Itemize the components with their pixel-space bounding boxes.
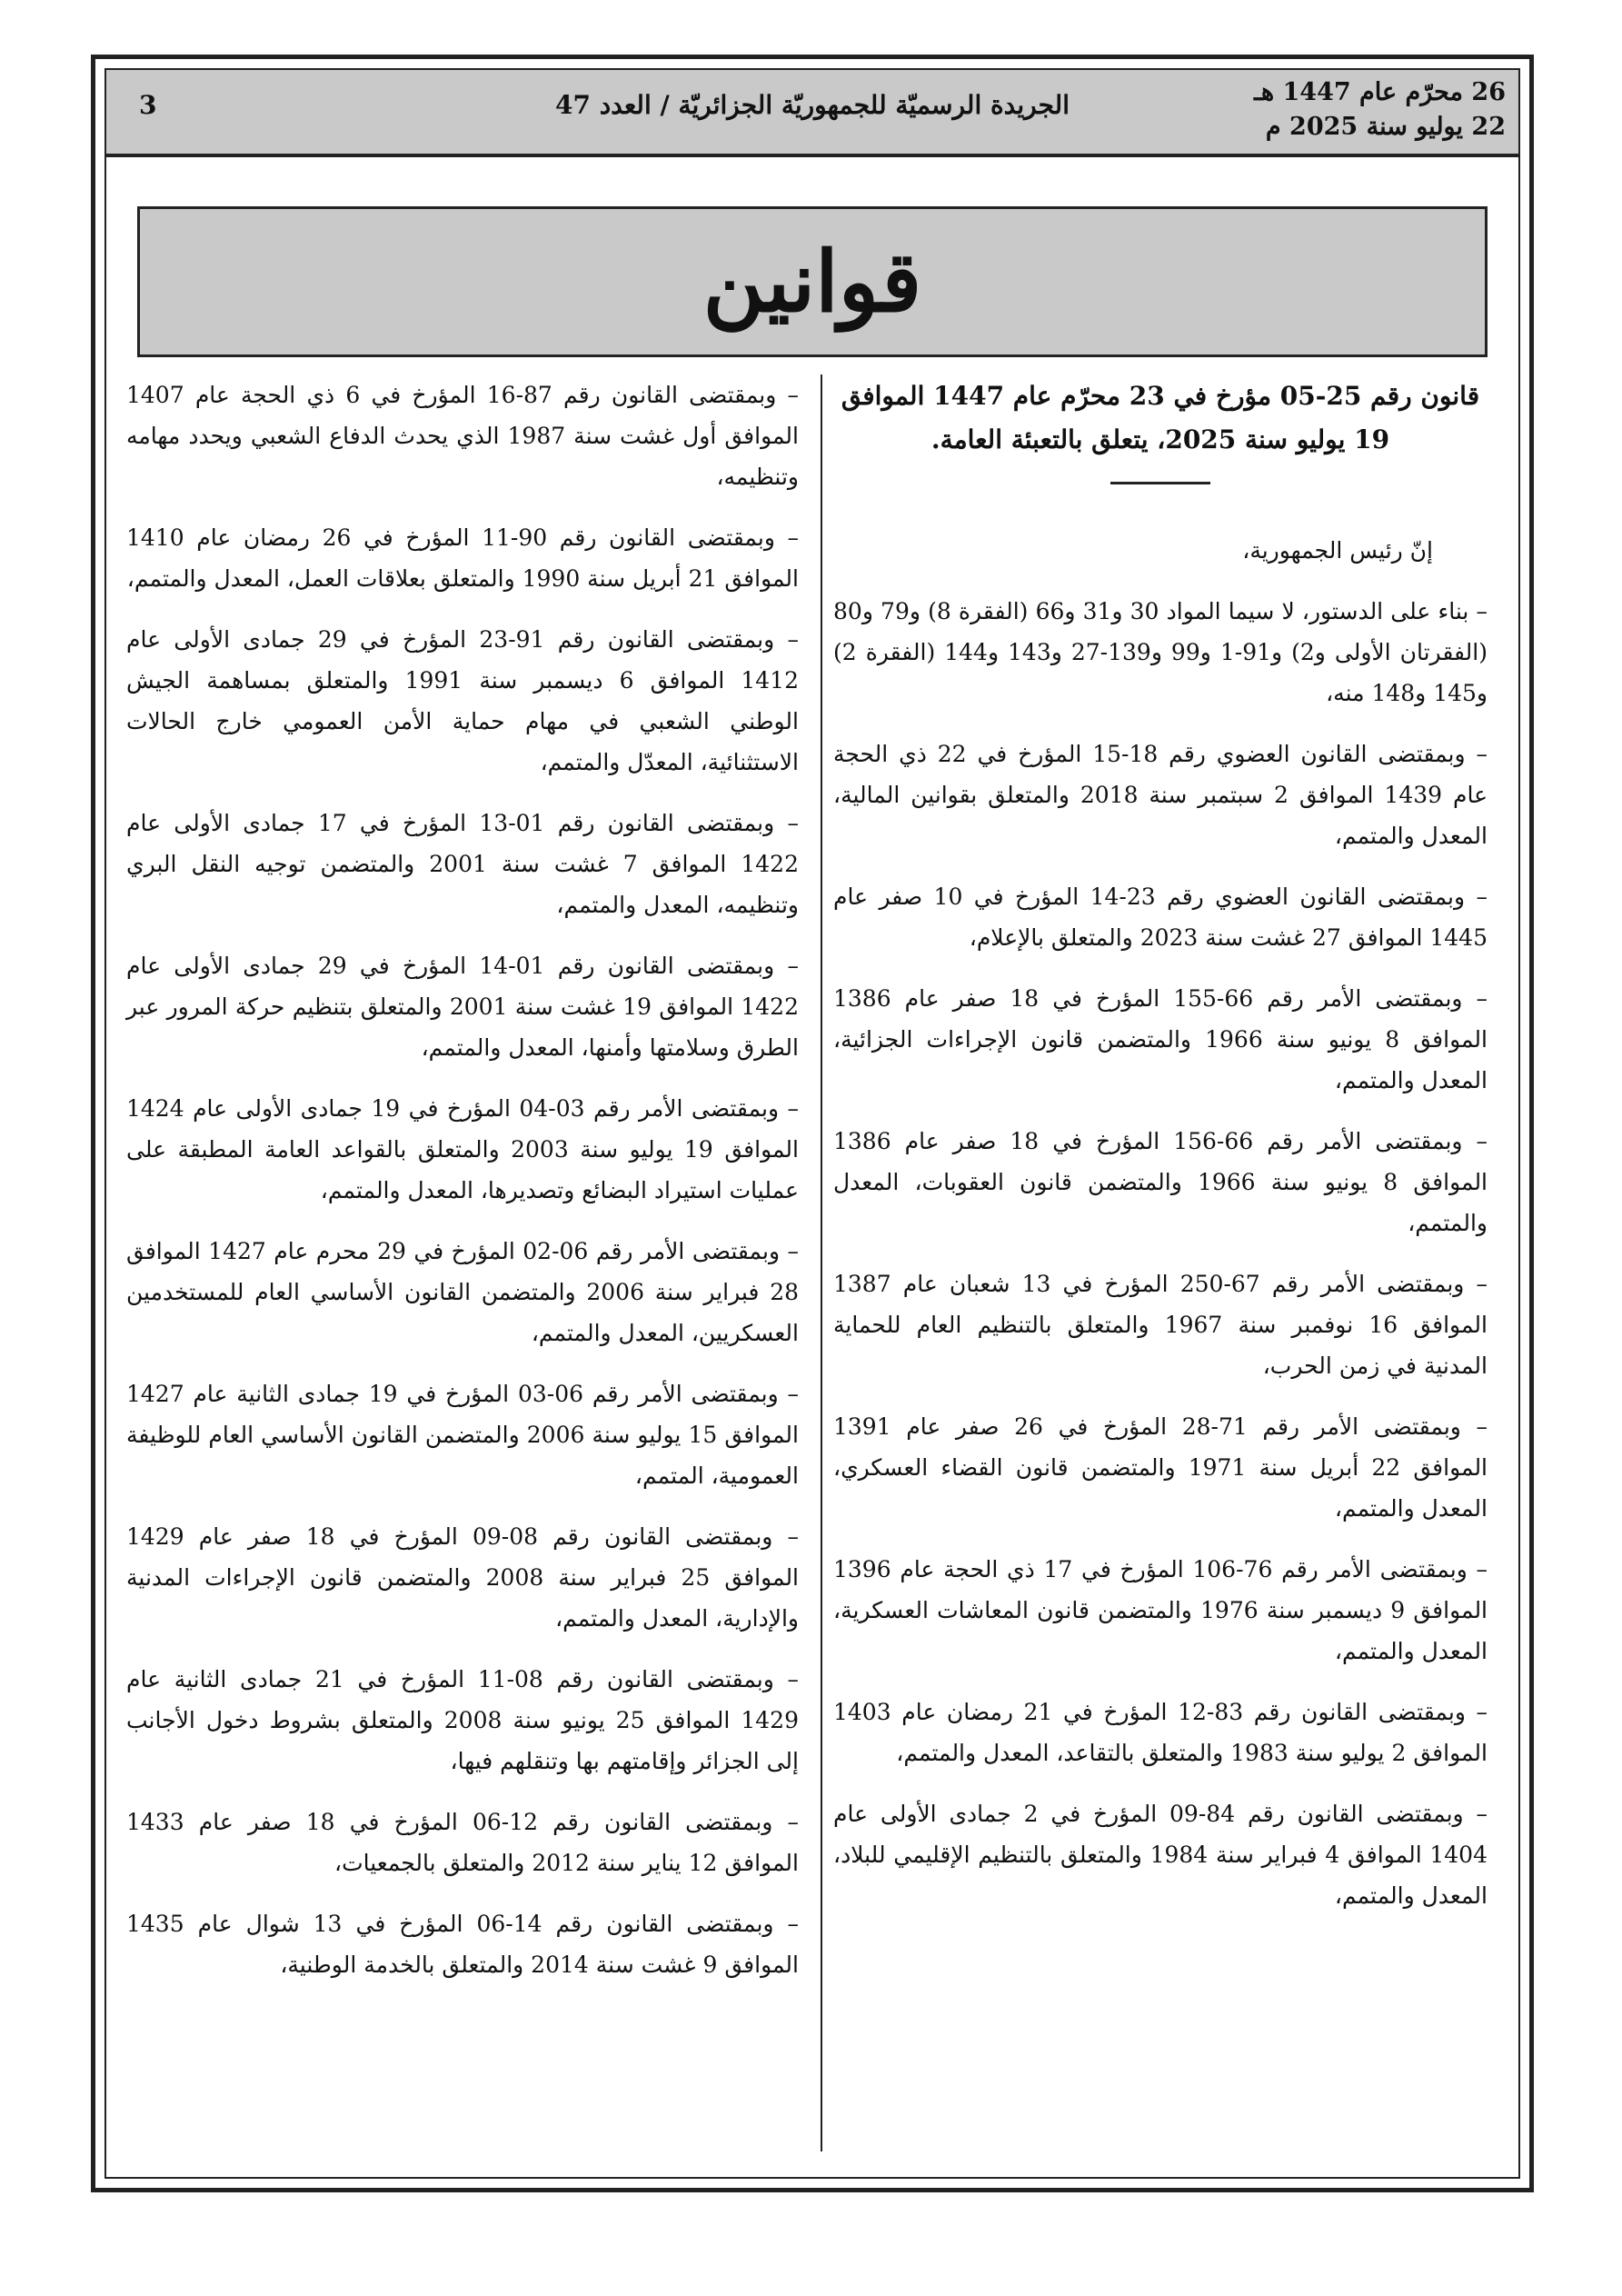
left-column xyxy=(126,374,799,2005)
hijri-date: 26 محرّم عام 1447 هـ xyxy=(1253,78,1506,106)
legal-reference-paragraph: – وبمقتضى القانون رقم 90-11 المؤرخ في 26 رمضان عام 1410 الموافق 21 أبريل سنة 1990 والمتعلق بعلاقات العمل، المعدل والمتمم، xyxy=(126,524,799,592)
legal-reference-paragraph: – وبمقتضى القانون رقم 01-14 المؤرخ في 29 جمادى الأولى عام 1422 الموافق 19 غشت سنة 2001 والمتعلق بتنظيم حركة المرور عبر الطرق وسلامتها وأمنها، المعدل والمتمم، xyxy=(126,953,799,1061)
legal-reference-paragraph: – وبمقتضى القانون رقم 08-09 المؤرخ في 18 صفر عام 1429 الموافق 25 فبراير سنة 2008 والمتضمن قانون الإجراءات المدنية والإدارية، المعدل والمتمم، xyxy=(126,1523,800,1632)
legal-reference-paragraph: – وبمقتضى القانون رقم 87-16 المؤرخ في 6 ذي الحجة عام 1407 الموافق أول غشت سنة 1987 الذي يحدث الدفاع الشعبي ويحدد مهامه وتنظيمه، xyxy=(126,382,800,490)
legal-reference-paragraph: – وبمقتضى القانون العضوي رقم 18-15 المؤرخ في 22 ذي الحجة عام 1439 الموافق 2 سبتمبر سنة 2018 والمتعلق بقوانين المالية، المعدل والمتمم، xyxy=(833,741,1488,849)
legal-reference-paragraph: – وبمقتضى الأمر رقم 67-250 المؤرخ في 13 شعبان عام 1387 الموافق 16 نوفمبر سنة 1967 والمتعلق بالتنظيم العام للحماية المدنية في زمن الحرب، xyxy=(833,1271,1488,1379)
legal-reference-paragraph: – وبمقتضى القانون العضوي رقم 23-14 المؤرخ في 10 صفر عام 1445 الموافق 27 غشت سنة 2023 والمتعلق بالإعلام، xyxy=(833,883,1488,951)
legal-reference-paragraph: – وبمقتضى القانون رقم 91-23 المؤرخ في 29 جمادى الأولى عام 1412 الموافق 6 ديسمبر سنة 1991 والمتعلق بمساهمة الجيش الوطني الشعبي في مهام حماية الأمن العمومي خارج الحالات الاستثنائية، المعدّل والمتمم، xyxy=(126,626,799,775)
legal-reference-paragraph: – وبمقتضى القانون رقم 83-12 المؤرخ في 21 رمضان عام 1403 الموافق 2 يوليو سنة 1983 والمتعلق بالتقاعد، المعدل والمتمم، xyxy=(833,1699,1488,1766)
legal-reference-paragraph: – وبمقتضى الأمر رقم 66-155 المؤرخ في 18 صفر عام 1386 الموافق 8 يونيو سنة 1966 والمتضمن قانون الإجراءات الجزائية، المعدل والمتمم، xyxy=(833,985,1488,1093)
legal-reference-paragraph: – وبمقتضى الأمر رقم 76-106 المؤرخ في 17 ذي الحجة عام 1396 الموافق 9 ديسمبر سنة 1976 والمتضمن قانون المعاشات العسكرية، المعدل والمتمم، xyxy=(833,1556,1488,1664)
section-title-box xyxy=(137,206,1488,357)
legal-reference-paragraph: – بناء على الدستور، لا سيما المواد 30 و31 و66 (الفقرة 8) و79 و80 (الفقرتان الأولى و2) و91-1 و99 و139-27 و143 و144 (الفقرة 2) و145 و148 منه، xyxy=(833,598,1488,706)
legal-reference-paragraph: – وبمقتضى الأمر رقم 06-02 المؤرخ في 29 محرم عام 1427 الموافق 28 فبراير سنة 2006 والمتضمن القانون الأساسي العام للمستخدمين العسكريين، المعدل والمتمم، xyxy=(126,1238,800,1346)
opening-line: إنّ رئيس الجمهورية، xyxy=(1242,537,1433,564)
column-divider xyxy=(821,374,822,2151)
journal-title: الجريدة الرسميّة للجمهوريّة الجزائريّة / العدد 47 xyxy=(555,90,1070,120)
page-inner-border xyxy=(104,68,1520,2179)
legal-reference-paragraph: – وبمقتضى الأمر رقم 03-04 المؤرخ في 19 جمادى الأولى عام 1424 الموافق 19 يوليو سنة 2003 والمتعلق بالقواعد العامة المطبقة على عمليات استيراد البضائع وتصديرها، المعدل والمتمم، xyxy=(126,1095,799,1203)
legal-reference-paragraph: – وبمقتضى الأمر رقم 71-28 المؤرخ في 26 صفر عام 1391 الموافق 22 أبريل سنة 1971 والمتضمن قانون القضاء العسكري، المعدل والمتمم، xyxy=(833,1413,1488,1522)
legal-reference-paragraph: – وبمقتضى القانون رقم 14-06 المؤرخ في 13 شوال عام 1435 الموافق 9 غشت سنة 2014 والمتعلق بالخدمة الوطنية، xyxy=(126,1911,799,1978)
legal-reference-paragraph: – وبمقتضى القانون رقم 12-06 المؤرخ في 18 صفر عام 1433 الموافق 12 يناير سنة 2012 والمتعلق بالجمعيات، xyxy=(126,1809,800,1876)
legal-reference-paragraph: – وبمقتضى القانون رقم 08-11 المؤرخ في 21 جمادى الثانية عام 1429 الموافق 25 يونيو سنة 2008 والمتعلق بشروط دخول الأجانب إلى الجزائر وإقامتهم بها وتنقلهم فيها، xyxy=(126,1666,799,1774)
title-rule xyxy=(1110,482,1210,484)
legal-reference-paragraph: – وبمقتضى القانون رقم 84-09 المؤرخ في 2 جمادى الأولى عام 1404 الموافق 4 فبراير سنة 1984 والمتعلق بالتنظيم الإقليمي للبلاد، المعدل والمتمم، xyxy=(833,1801,1488,1909)
gregorian-date: 22 يوليو سنة 2025 م xyxy=(1265,113,1506,141)
legal-reference-paragraph: – وبمقتضى الأمر رقم 66-156 المؤرخ في 18 صفر عام 1386 الموافق 8 يونيو سنة 1966 والمتضمن قانون العقوبات، المعدل والمتمم، xyxy=(833,1128,1488,1236)
right-column xyxy=(833,374,1488,1936)
law-title: قانون رقم 25-05 مؤرخ في 23 محرّم عام 1447 الموافق 19 يوليو سنة 2025، يتعلق بالتعبئة العامة. xyxy=(841,381,1480,454)
section-title: قوانين xyxy=(702,233,922,331)
page-number: 3 xyxy=(139,90,157,120)
running-header xyxy=(106,70,1518,157)
legal-reference-paragraph: – وبمقتضى القانون رقم 01-13 المؤرخ في 17 جمادى الأولى عام 1422 الموافق 7 غشت سنة 2001 والمتضمن توجيه النقل البري وتنظيمه، المعدل والمتمم، xyxy=(126,810,799,918)
page-frame xyxy=(91,55,1534,2192)
legal-reference-paragraph: – وبمقتضى الأمر رقم 06-03 المؤرخ في 19 جمادى الثانية عام 1427 الموافق 15 يوليو سنة 2006 والمتضمن القانون الأساسي العام للوظيفة العمومية، المتمم، xyxy=(126,1381,800,1489)
